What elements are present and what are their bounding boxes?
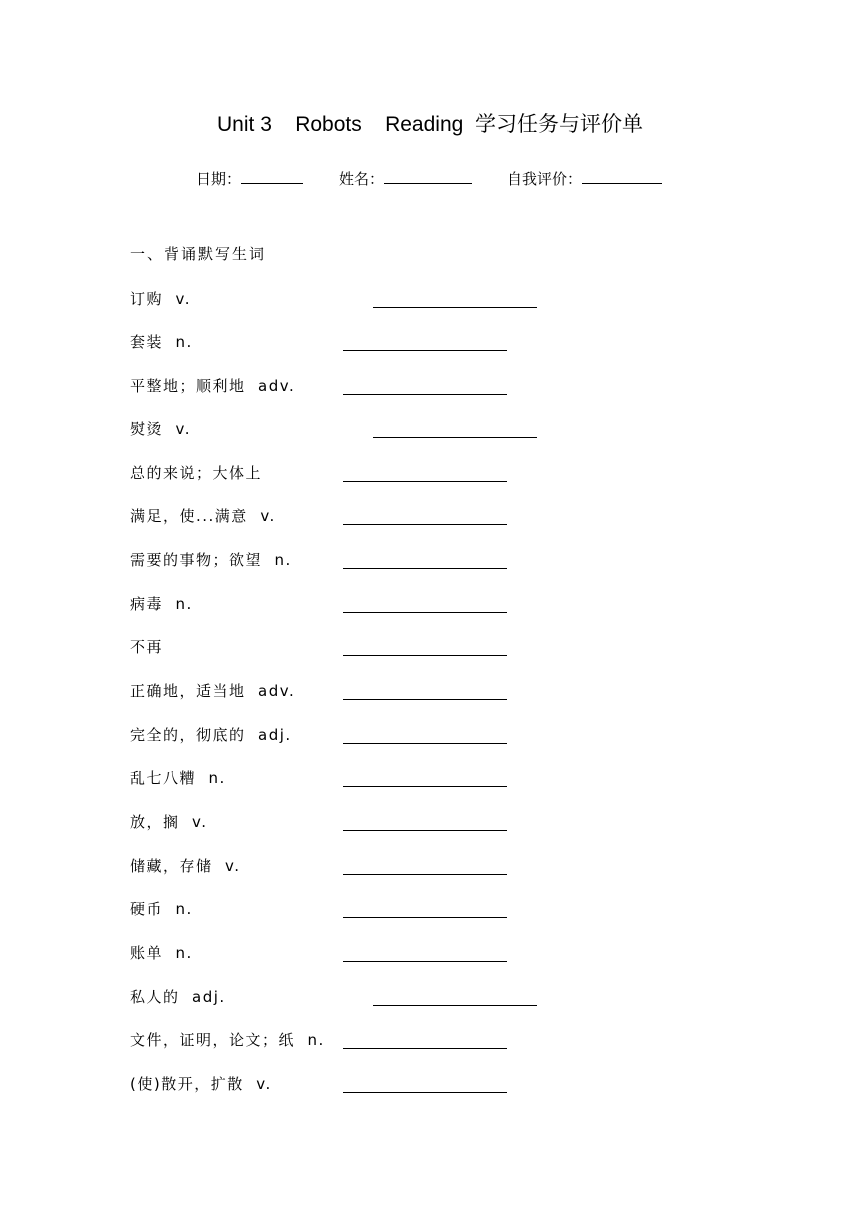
vocab-term: 满足，使...满意 v. bbox=[130, 507, 276, 525]
vocab-row bbox=[130, 855, 730, 879]
name-field bbox=[339, 168, 472, 189]
vocab-term: 放，搁 v. bbox=[130, 813, 208, 831]
answer-blank[interactable] bbox=[343, 1092, 507, 1093]
self-eval-field bbox=[507, 168, 662, 189]
vocab-row bbox=[130, 505, 730, 529]
vocab-row bbox=[130, 1029, 730, 1053]
vocab-term: 完全的，彻底的 adj. bbox=[130, 726, 292, 744]
date-field bbox=[196, 168, 303, 189]
vocab-row bbox=[130, 1073, 730, 1097]
vocab-row bbox=[130, 418, 730, 442]
answer-blank[interactable] bbox=[343, 830, 507, 831]
name-label: 姓名： bbox=[339, 170, 385, 188]
vocab-term: (使)散开，扩散 v. bbox=[130, 1075, 272, 1093]
vocab-row bbox=[130, 462, 730, 486]
name-blank[interactable] bbox=[384, 168, 472, 184]
vocab-row bbox=[130, 331, 730, 355]
answer-blank[interactable] bbox=[343, 699, 507, 700]
vocab-term: 平整地；顺利地 adv. bbox=[130, 377, 296, 395]
vocab-term: 储藏，存储 v. bbox=[130, 857, 241, 875]
vocab-row bbox=[130, 680, 730, 704]
answer-blank[interactable] bbox=[343, 350, 507, 351]
self-eval-label: 自我评价： bbox=[507, 170, 583, 188]
answer-blank[interactable] bbox=[343, 655, 507, 656]
answer-blank[interactable] bbox=[343, 917, 507, 918]
vocab-row bbox=[130, 898, 730, 922]
vocab-row bbox=[130, 811, 730, 835]
vocab-row bbox=[130, 636, 730, 660]
vocab-row bbox=[130, 767, 730, 791]
answer-blank[interactable] bbox=[343, 1048, 507, 1049]
answer-blank[interactable] bbox=[343, 612, 507, 613]
vocab-term: 硬币 n. bbox=[130, 900, 193, 918]
self-eval-blank[interactable] bbox=[582, 168, 662, 184]
vocab-term: 正确地，适当地 adv. bbox=[130, 682, 296, 700]
answer-blank[interactable] bbox=[373, 1005, 537, 1006]
answer-blank[interactable] bbox=[373, 307, 537, 308]
vocab-row bbox=[130, 288, 730, 312]
vocab-term: 不再 bbox=[130, 638, 164, 656]
answer-blank[interactable] bbox=[343, 874, 507, 875]
vocab-row bbox=[130, 724, 730, 748]
vocab-term: 套装 n. bbox=[130, 333, 193, 351]
vocab-term: 订购 v. bbox=[130, 290, 192, 308]
vocab-term: 病毒 n. bbox=[130, 595, 193, 613]
page-title: Unit 3 Robots Reading 学习任务与评价单 bbox=[217, 113, 643, 136]
vocab-term: 总的来说；大体上 bbox=[130, 464, 263, 482]
vocab-row bbox=[130, 549, 730, 573]
answer-blank[interactable] bbox=[343, 786, 507, 787]
vocab-term: 账单 n. bbox=[130, 944, 193, 962]
answer-blank[interactable] bbox=[343, 568, 507, 569]
section-heading: 一、背诵默写生词 bbox=[130, 245, 267, 263]
answer-blank[interactable] bbox=[343, 961, 507, 962]
vocab-term: 需要的事物；欲望 n. bbox=[130, 551, 292, 569]
answer-blank[interactable] bbox=[343, 743, 507, 744]
answer-blank[interactable] bbox=[343, 394, 507, 395]
vocab-term: 文件，证明，论文；纸 n. bbox=[130, 1031, 325, 1049]
vocab-term: 熨烫 v. bbox=[130, 420, 192, 438]
vocab-term: 乱七八糟 n. bbox=[130, 769, 226, 787]
vocab-row bbox=[130, 375, 730, 399]
vocab-row bbox=[130, 986, 730, 1010]
vocab-row bbox=[130, 593, 730, 617]
date-label: 日期： bbox=[196, 170, 242, 188]
answer-blank[interactable] bbox=[343, 524, 507, 525]
answer-blank[interactable] bbox=[373, 437, 537, 438]
date-blank[interactable] bbox=[241, 168, 303, 184]
vocab-term: 私人的 adj. bbox=[130, 988, 226, 1006]
answer-blank[interactable] bbox=[343, 481, 507, 482]
vocab-row bbox=[130, 942, 730, 966]
